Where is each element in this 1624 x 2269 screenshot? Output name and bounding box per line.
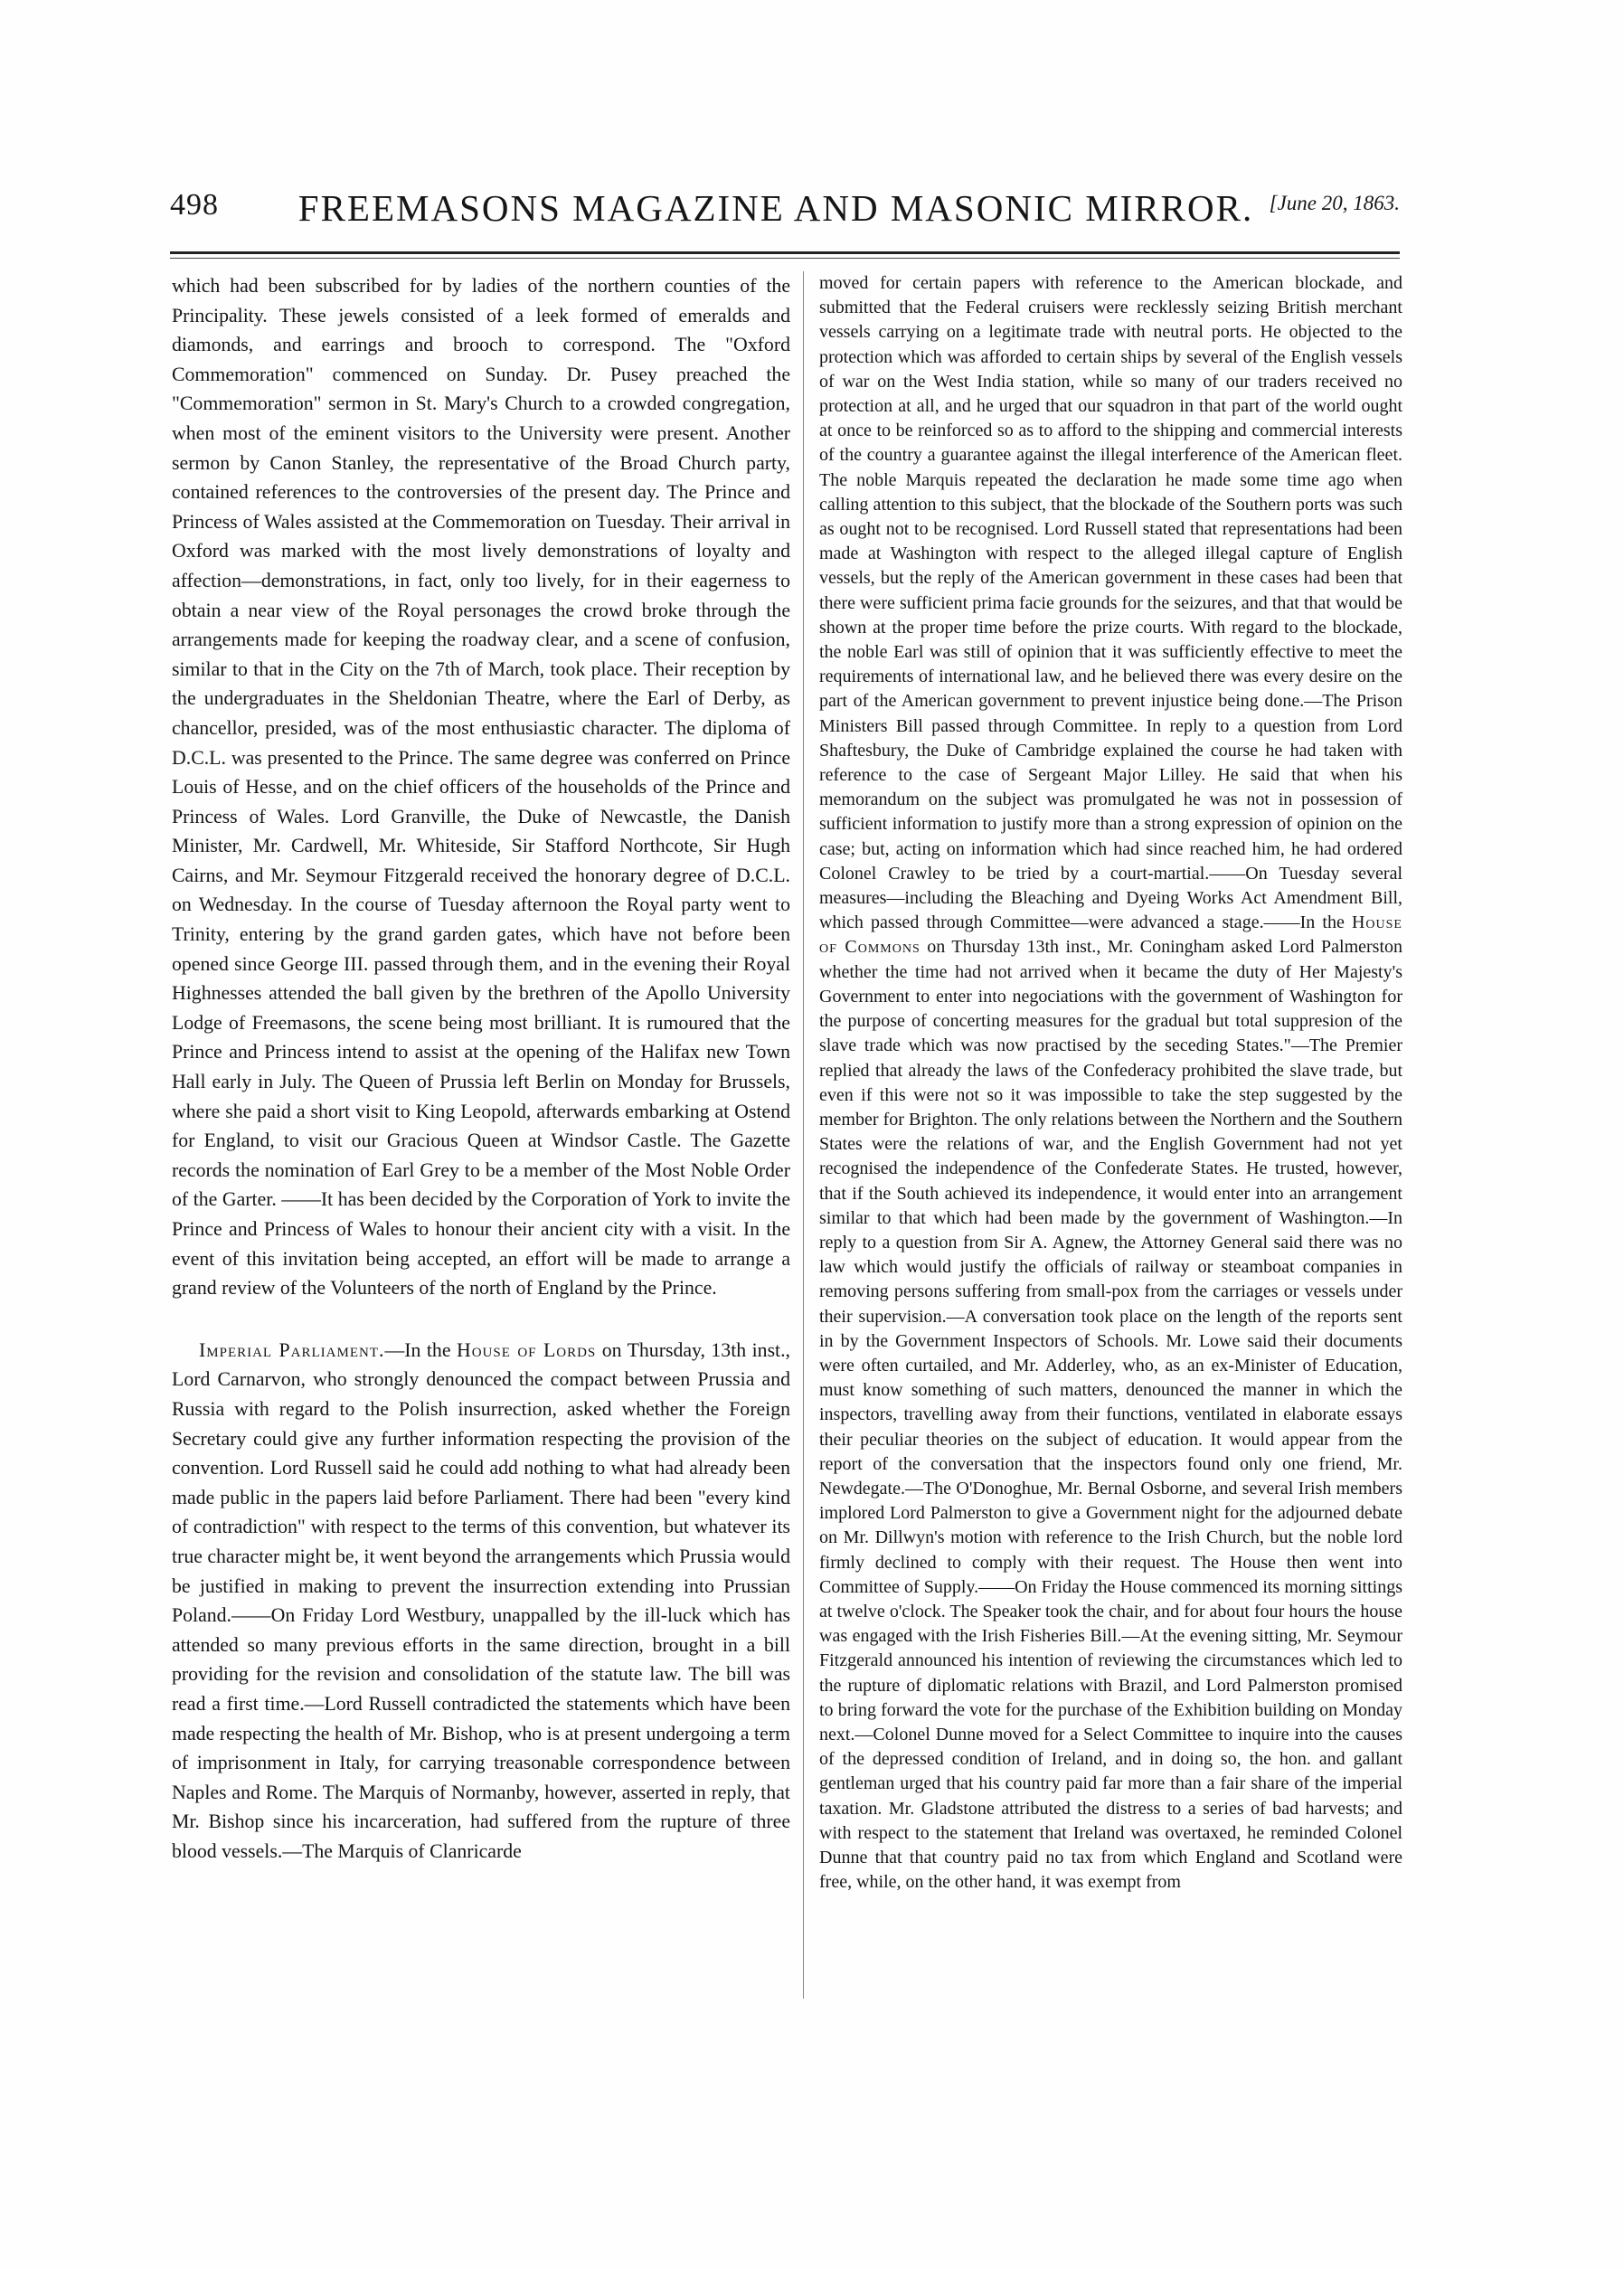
section-heading: Imperial Parliament. bbox=[199, 1338, 385, 1361]
left-paragraph-2-body: on Thursday, 13th inst., Lord Carnarvon, who strongly denounced the compact between Prussia and Russia with regard to the Polish insurrection, asked whether the Foreign Secretary could give any further information respecting the provision of the convention. Lord Russell said he could add nothing to what had already been made public in the papers laid before Parliament. There had been "every kind of contradiction" with respect to the terms of this convention, but whatever its true character might be, it went beyond the arrangements which Prussia would be justified in making to prevent the insurrection extending into Prussian Poland.——On Friday Lord Westbury, unappalled by the ill-luck which has attended so many previous efforts in the same direction, brought in a bill providing for the revision and consolidation of the statute law. The bill was read a first time.—Lord Russell contradicted the statements which have been made respecting the health of Mr. Bishop, who is at present undergoing a term of imprisonment in Italy, for carrying treasonable correspondence between Naples and Rome. The Marquis of Normanby, however, asserted in reply, that Mr. Bishop since his incarceration, had suffered from the rupture of three blood vessels.—The Marquis of Clanricarde bbox=[172, 1338, 791, 1862]
paragraph-gap bbox=[172, 1303, 790, 1336]
issue-date: [June 20, 1863. bbox=[1269, 192, 1400, 214]
left-paragraph-1: which had been subscribed for by ladies of the northern counties of the Principality. These jewels consisted of a leek formed of emeralds and diamonds, and earrings and brooch to correspond. The "Oxford Commemoration" commenced on Sunday. Dr. Pusey preached the "Commemoration" sermon in St. Mary's Church to a crowded congregation, when most of the eminent visitors to the University were present. Another sermon by Canon Stanley, the representative of the Broad Church party, contained references to the controversies of the present day. The Prince and Princess of Wales assisted at the Commemoration on Tuesday. Their arrival in Oxford was marked with the most lively demonstrations of loyalty and affection—demonstrations, in fact, only too lively, for in their eagerness to obtain a near view of the Royal personages the crowd broke through the arrangements made for keeping the roadway clear, and a scene of confusion, similar to that in the City on the 7th of March, took place. Their reception by the undergraduates in the Sheldonian Theatre, where the Earl of Derby, as chancellor, presided, was of the most enthusiastic character. The diploma of D.C.L. was presented to the Prince. The same degree was conferred on Prince Louis of Hesse, and on the chief officers of the households of the Prince and Princess of Wales. Lord Granville, the Duke of Newcastle, the Danish Minister, Mr. Cardwell, Mr. Whiteside, Sir Stafford Northcote, Sir Hugh Cairns, and Mr. Seymour Fitzgerald received the honorary degree of D.C.L. on Wednesday. In the course of Tuesday afternoon the Royal party went to Trinity, entering by the grand garden gates, which have not before been opened since George III. passed through them, and in the evening their Royal Highnesses attended the ball given by the brethren of the Apollo University Lodge of Freemasons, the scene being most brilliant. It is rumoured that the Prince and Princess intend to assist at the opening of the Halifax new Town Hall early in July. The Queen of Prussia left Berlin on Monday for Brussels, where she paid a short visit to King Leopold, afterwards embarking at Ostend for England, to visit our Gracious Queen at Windsor Castle. The Gazette records the nomination of Earl Grey to be a member of the Most Noble Order of the Garter. ——It has been decided by the Corporation of York to invite the Prince and Princess of Wales to honour their ancient city with a visit. In the event of this invitation being accepted, an effort will be made to arrange a grand review of the Volunteers of the north of England by the Prince. bbox=[172, 275, 790, 1300]
right-column bbox=[819, 271, 1402, 1895]
right-paragraph-part-1: moved for certain papers with reference to the American blockade, and submitted that the Federal cruisers were recklessly seizing British merchant vessels carrying on a legitimate trade with neutral ports. He objected to the protection which was afforded to certain ships by several of the English vessels of war on the West India station, while so many of our traders received no protection at all, and he urged that our squadron in that part of the world ought at once to be reinforced so as to afford to the shipping and commercial interests of the country a guarantee against the illegal interference of the American fleet. The noble Marquis repeated the declaration he made some time ago when calling attention to this subject, that the blockade of the Southern ports was such as ought not to be recognised. Lord Russell stated that representations had been made at Washington with respect to the alleged illegal capture of English vessels, but the reply of the American government in these cases had been that there were sufficient prima facie grounds for the seizures, and that that would be shown at the proper time before the prize courts. With regard to the blockade, the noble Earl was still of opinion that it was sufficiently effective to meet the requirements of international law, and he believed there was every desire on the part of the American government to prevent injustice being done.—The Prison Ministers Bill passed through Committee. In reply to a question from Lord Shaftesbury, the Duke of Cambridge explained the course he had taken with reference to the case of Sergeant Major Lilley. He said that when his memorandum on the subject was promulgated he was not in possession of sufficient information to justify more than a strong expression of opinion on the case; but, acting on information which had since reached him, he had ordered Colonel Crawley to be tried by a court-martial.——On Tuesday several measures—including the Bleaching and Dyeing Works Act Amendment Bill, which passed through Committee—were advanced a stage.——In the bbox=[819, 273, 1402, 933]
column-divider bbox=[803, 271, 804, 1999]
masthead-title: FREEMASONS MAGAZINE AND MASONIC MIRROR. bbox=[297, 187, 1254, 229]
header-rule-thick bbox=[170, 251, 1400, 254]
header-rule-thin bbox=[170, 258, 1400, 259]
page-number: 498 bbox=[170, 188, 219, 222]
house-of-commons-label: House of Commons bbox=[819, 912, 1402, 958]
paragraph-connector: —In the bbox=[384, 1338, 457, 1361]
right-paragraph bbox=[819, 271, 1402, 1895]
page-header bbox=[170, 181, 1400, 235]
left-column bbox=[172, 271, 790, 1866]
right-paragraph-part-2: on Thursday 13th inst., Mr. Coningham asked Lord Palmerston whether the time had not arrived when it became the duty of Her Majesty's Government to enter into negociations with the government of Washington for the purpose of concerting measures for the gradual but total suppresion of the slave trade which was now practised by the seceding States."—The Premier replied that already the laws of the Confederacy prohibited the slave trade, but even if this were not so it was impossible to take the step suggested by the member for Brighton. The only relations between the Northern and the Southern States were the relations of war, and the English Government had not yet recognised the independence of the Confederate States. He trusted, however, that if the South achieved its independence, it would enter into an arrangement similar to that which had been made by the government of Washington.—In reply to a question from Sir A. Agnew, the Attorney General said there was no law which would justify the officials of railway or steamboat companies in removing persons suffering from small-pox from the carriages or vessels under their supervision.—A conversation took place on the length of the reports sent in by the Government Inspectors of Schools. Mr. Lowe said their documents were often curtailed, and Mr. Adderley, who, as an ex-Minister of Education, must know something of such matters, denounced the manner in which the inspectors, travelling away from their functions, ventilated in elaborate essays their peculiar theories on the subject of education. It would appear from the report of the conversation that the inspectors found only one friend, Mr. Newdegate.—The O'Donoghue, Mr. Bernal Osborne, and several Irish members implored Lord Palmerston to give a Government night for the adjourned debate on Mr. Dillwyn's motion with reference to the Irish Church, but the noble lord firmly declined to comply with their request. The House then went into Committee of Supply.——On Friday the House commenced its morning sittings at twelve o'clock. The Speaker took the chair, and for about four hours the house was engaged with the Irish Fisheries Bill.—At the evening sitting, Mr. Seymour Fitzgerald announced his intention of reviewing the circumstances which led to the rupture of diplomatic relations with Brazil, and Lord Palmerston promised to bring forward the vote for the purchase of the Exhibition building on Monday next.—Colonel Dunne moved for a Select Committee to inquire into the causes of the depressed condition of Ireland, and in doing so, the hon. and gallant gentleman urged that his country paid far more than a fair share of the imperial taxation. Mr. Gladstone attributed the distress to a series of bad harvests; and with respect to the statement that Ireland was overtaxed, he reminded Colonel Dunne that that country paid no tax from which England and Scotland were free, while, on the other hand, it was exempt from bbox=[819, 937, 1403, 1893]
house-of-lords-label: House of Lords bbox=[456, 1338, 597, 1361]
left-paragraph-2 bbox=[172, 1336, 790, 1867]
